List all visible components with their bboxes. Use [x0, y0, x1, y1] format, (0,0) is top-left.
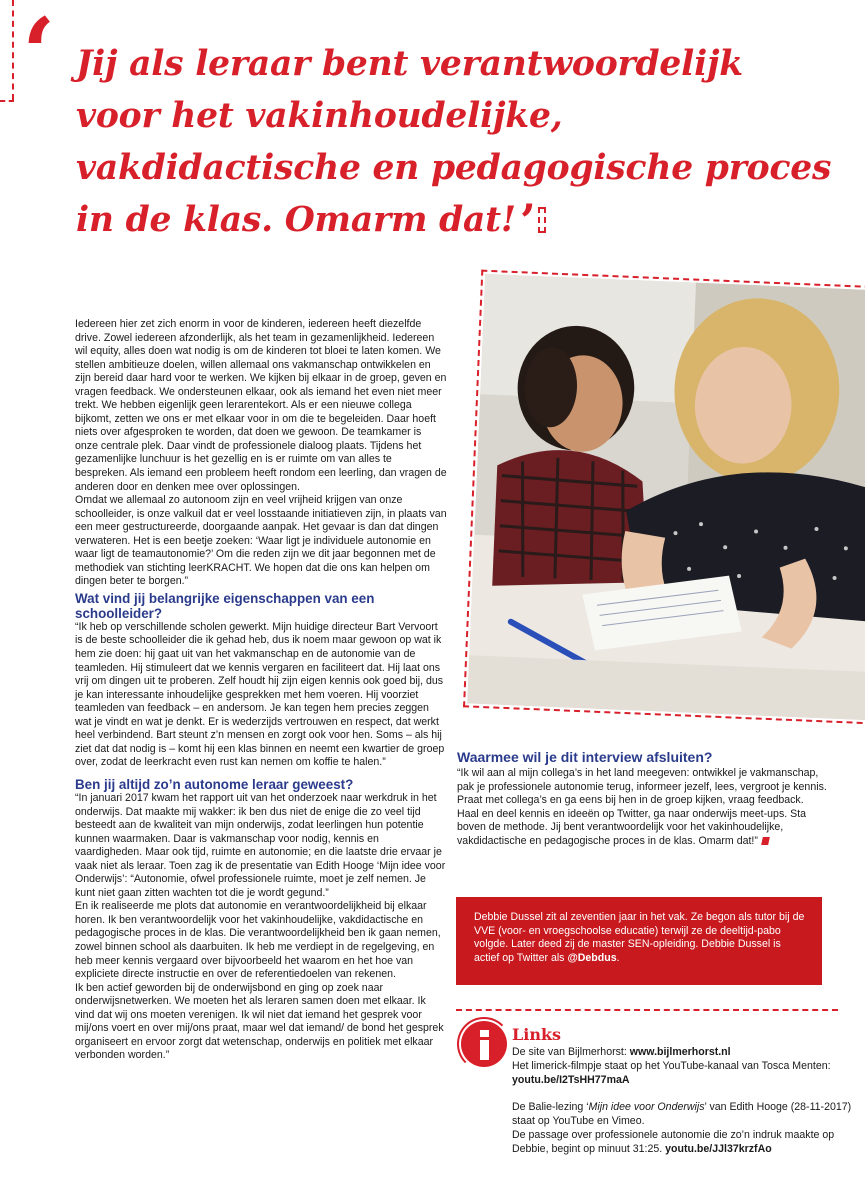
- link-video1-url[interactable]: youtu.be/I2TsHH77maA: [512, 1073, 630, 1086]
- heading-autonome-leraar: Ben jij altijd zo’n autonome leraar geweest?: [75, 776, 354, 792]
- link-video2-label-a: De Balie-lezing ‘: [512, 1101, 589, 1114]
- link-video1-label: Het limerick-filmpje staat op het YouTube-kanaal van Tosca Menten:: [512, 1059, 831, 1072]
- section-1-paragraph: “Ik heb op verschillende scholen gewerkt. Mijn huidige directeur Bart Vervoort is de beste schoolleider die ik gehad heb, dus ik noem maar gewoon op wat ik hem zie doen: hij gaat uit van het vakmanschap en de autonomie van de teamleden. Hij stimuleert dat we kennis vergaren en faciliteert dat. Hij laat ons vrij om dingen uit te proberen. Zelf houdt hij zijn eigen kennis ook goed bij, dus je kan interessante inhoudelijke gesprekken met hem voeren. Hij voorziet teamleden van feedback – en andersom. Je kan tegen hem precies zeggen wat je vindt en wat je denkt. Er is wederzijds vertrouwen en respect, dat werkt heel verbindend. Bart steunt z’n mensen en zorgt ook voor hen. Soms – als hij ziet dat dat nodig is – komt hij een klas binnen en neemt een kwartier de groep over, zodat de leerkracht even rust kan nemen om koffie te halen.”: [75, 620, 445, 769]
- section-2-paragraph-2: En ik realiseerde me plots dat autonomie en verantwoordelijkheid bij elkaar horen. Ik ben verantwoordelijk voor het vakinhoudelijke, vakdidactische en pedagogische proces in de klas. Die verantwoordelijkheid ben ik gaan nemen, zowel binnen school als daarbuiten. Ik heb me verdiept in de regelgeving, en heb meer kennis vergaard over bijvoorbeeld het waarom en het hoe van expliciete directe instructie en over de referentiedoelen van rekenen.: [75, 900, 441, 981]
- link-site-url[interactable]: www.bijlmerhorst.nl: [629, 1046, 731, 1058]
- intro-paragraph-1: Iedereen hier zet zich enorm in voor de kinderen, iedereen heeft diezelfde drive. Zowel iedereen afzonderlijk, als het team in gezamenlijkheid. Iedereen wil equity, alles doen wat nodig is om de kinderen tot bloei te laten komen. We stellen ambitieuze doelen, willen allemaal ons vakmanschap ontwikkelen en zijn bereid daar hard voor te werken. We kijken bij elkaar in de groep, geven en vragen feedback. We ondersteunen elkaar, ook als iemand het even niet meer trekt. We hebben eigenlijk geen lerarentekort. Als er een nieuwe collega bijkomt, zetten we ons er met elkaar voor in om die te begeleiden. Daar hoeft niets over afgesproken te worden, dat doen we gewoon. De teamkamer is onze centrale plek. Daar vindt de professionele dialoog plaats. Tijdens het gezamenlijke lunchuur is het gezellig en is er ruimte om van alles te bespreken. Als iemand een probleem heeft rondom een leerling, dan vragen de anderen door en denken mee over oplossingen.: [75, 318, 447, 493]
- link-site: [512, 1046, 852, 1060]
- bio-end: .: [616, 951, 620, 964]
- heading-schoolleider: Wat vind jij belangrijke eigenschappen van een schoolleider?: [75, 590, 375, 621]
- heading-afsluiten: Waarmee wil je dit interview afsluiten?: [457, 749, 713, 765]
- link-passage: [512, 1129, 852, 1157]
- small-close-quote-icon: [761, 837, 770, 845]
- links-block: [512, 1026, 852, 1157]
- frame-dash-top: [0, 100, 14, 102]
- info-icon-dot: [480, 1030, 489, 1037]
- twitter-handle[interactable]: @Debdus: [567, 951, 617, 964]
- info-icon-bar: [480, 1040, 489, 1060]
- photo-frame: [463, 270, 865, 725]
- left-column: [75, 318, 447, 1063]
- right-column: [457, 750, 827, 848]
- photo-teacher-and-student: [467, 274, 865, 720]
- pull-quote-text: Jij als leraar bent verantwoordelijk voor het vakinhoudelijke, vakdidactische en pedagogische proces in de klas. Omarm dat!: [76, 44, 832, 240]
- link-video2-label-b: ’ van Edith Hooge (28-11-2017) staat op YouTube en Vimeo.: [512, 1101, 852, 1128]
- links-title: Links: [512, 1025, 562, 1044]
- link-video2: [512, 1101, 852, 1129]
- closing-paragraph: [457, 767, 827, 848]
- pull-quote: Jij als leraar bent verantwoordelijk voor het vakinhoudelijke, vakdidactische en pedagogische proces in de klas. Omarm dat!’: [76, 44, 832, 248]
- section-2-paragraph-1: “In januari 2017 kwam het rapport uit van het onderzoek naar werkdruk in het onderwijs. Dat maakte mij wakker: ik ben dus niet de enige die zo veel tijd besteedt aan de kwaliteit van mijn onderwijs, zodat leerlingen hun potentie kunnen waarmaken. Daar is vakmanschap voor nodig, kennis en vaardigheden. Maar ook tijd, ruimte en autonomie; en die laatste drie ervaar je vaak niet als leraar. Toen zag ik de presentatie van Edith Hooge ‘Mijn idee voor Onderwijs’: “Autonomie, ofwel professionele ruimte, moet je zelf nemen. Je kunt niet gaan zitten wachten tot die je wordt gegund.”: [75, 791, 446, 899]
- closing-text: “Ik wil aan al mijn collega’s in het land meegeven: ontwikkel je vakmanschap, pak je professionele autonomie terug, informeer jezelf, lees, vergroot je kennis. Praat met collega’s en ga eens bij hen in de groep kijken, vraag feedback. Haal en deel kennis en ideeën op Twitter, ga naar onderwijs meet-ups. Sta boven de methode. Jij bent verantwoordelijk voor het vakinhoudelijke, vakdidactische en pedagogische proces in de klas. Omarm dat!”: [457, 767, 827, 847]
- open-quote-icon: ‘: [22, 0, 56, 110]
- info-icon: [461, 1021, 507, 1067]
- link-video2-title: Mijn idee voor Onderwijs: [588, 1101, 705, 1114]
- links-gap: [512, 1087, 852, 1101]
- link-site-label: De site van Bijlmerhorst:: [512, 1046, 630, 1058]
- intro-paragraph-2: Omdat we allemaal zo autonoom zijn en veel vrijheid krijgen van onze schoolleider, is onze valkuil dat er veel losstaande initiatieven zijn, in plaats van een meer gestructureerde, doorgaande aanpak. Het gevaar is dan dat dingen verwateren. Het is een beetje zoeken: ‘Waar ligt je individuele autonomie en waar ligt de teamautonomie?’ Om die reden zijn we dit jaar begonnen met de methodiek van stichting leerKRACHT. We hopen dat die ons kan helpen om dingen beter te borgen.”: [75, 494, 447, 588]
- links-separator: [456, 1009, 838, 1011]
- bio-box: [456, 897, 822, 985]
- close-quote-outline-icon: [538, 207, 546, 233]
- link-passage-label: De passage over professionele autonomie die zo’n indruk maakte op Debbie, begint op minuut 31:25.: [512, 1128, 835, 1155]
- link-passage-url[interactable]: youtu.be/JJl37krzfAo: [665, 1142, 772, 1155]
- bio-text: Debbie Dussel zit al zeventien jaar in het vak. Ze begon als tutor bij de VVE (voor- en vroegschoolse educatie) terwijl ze de deeltijd-pabo volgde. Later deed zij de master SEN-opleiding. Debbie Dussel is actief op Twitter als: [474, 911, 805, 964]
- section-2-paragraph-3: Ik ben actief geworden bij de onderwijsbond en ging op zoek naar onderwijsnetwerken. We moeten het als leraren samen doen met elkaar. Ik vind dat wij ons moeten verenigen. Ik wil niet dat iemand het gesprek voor mij/ons voert en over mij/ons praat, maar wel dat iemand/ de bond het gesprek organiseert en ervoor zorgt dat wetenschap, onderwijs en politiek met elkaar verbonden worden.”: [75, 981, 444, 1062]
- link-video1: [512, 1060, 852, 1088]
- frame-dash-left: [12, 0, 14, 100]
